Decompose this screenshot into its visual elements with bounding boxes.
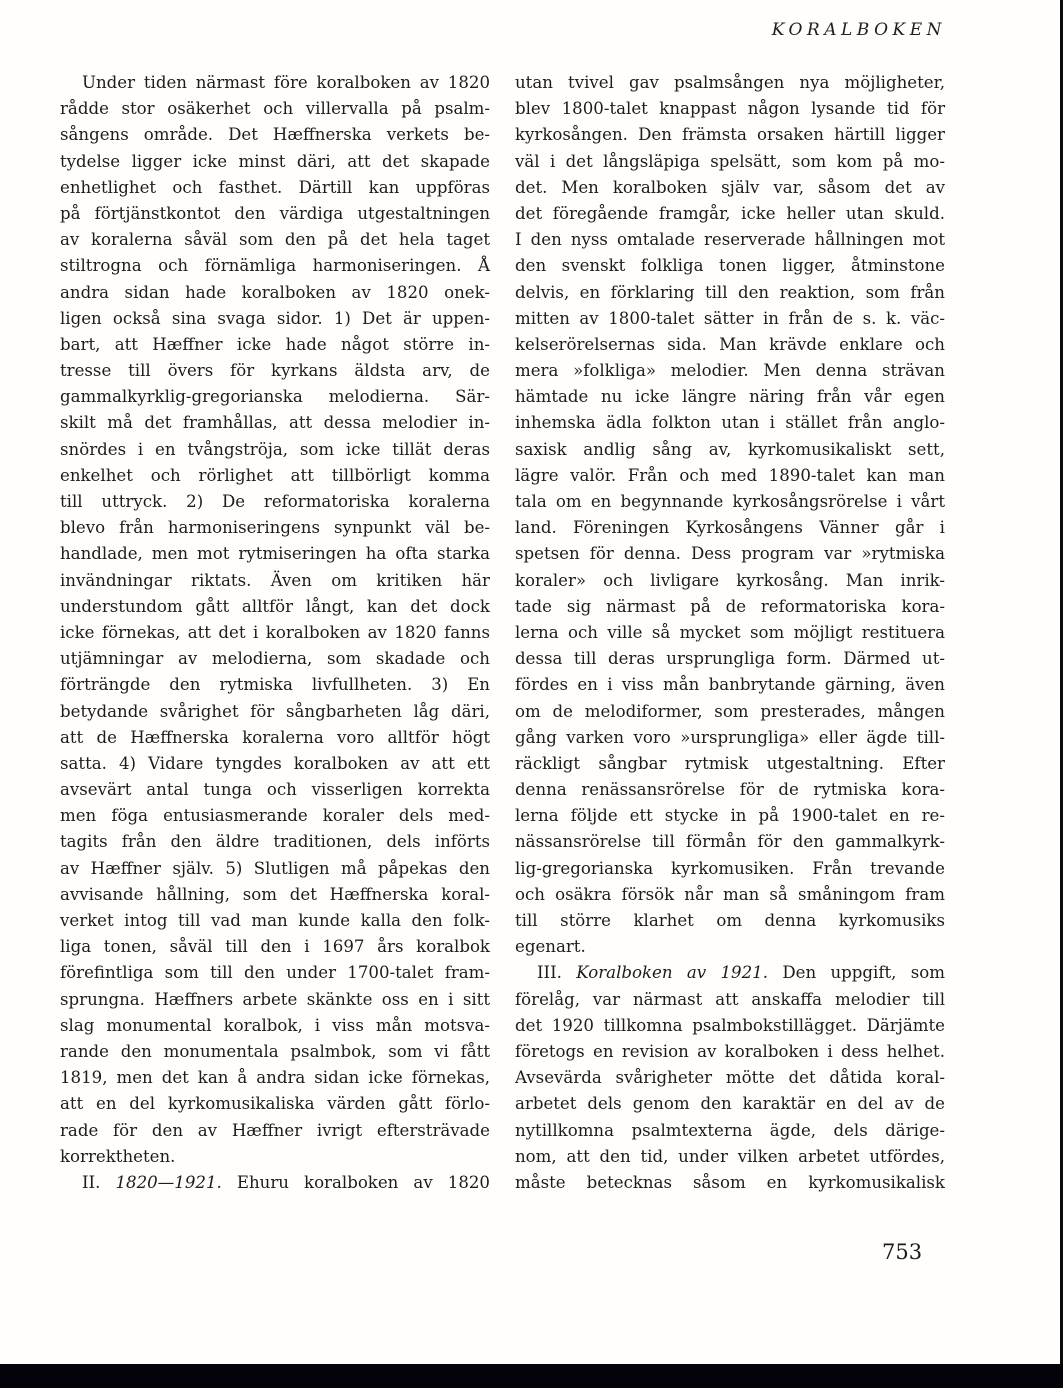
text-line: tala om en begynnande kyrkosångsrörelse i vårt — [515, 492, 945, 511]
text-line: sångens område. Det Hæffnerska verkets be- — [60, 125, 490, 145]
text-line: enkelhet och rörlighet att tillbörligt komma — [60, 465, 490, 485]
text-line: förelåg, var närmast att anskaffa melodier till — [515, 989, 945, 1009]
text-line: nom, att den tid, under vilken arbetet utfördes, — [515, 1146, 945, 1166]
text-line: bart, att Hæffner icke hade något större in- — [60, 334, 490, 354]
text-line: skilt må det framhållas, att dessa melodier in- — [60, 413, 490, 433]
text-line: spetsen för denna. Dess program var »rytmiska — [515, 544, 945, 564]
text-line: blevo från harmoniseringens synpunkt väl be- — [60, 518, 490, 538]
text-line: tydelse ligger icke minst däri, att det skapade — [60, 151, 490, 171]
text-line: rande den monumentala psalmbok, som vi fått — [60, 1041, 490, 1061]
text-line: avvisande hållning, som det Hæffnerska koral- — [60, 884, 490, 904]
text-line: avsevärt antal tunga och visserligen korrekta — [60, 780, 490, 800]
text-line: gammalkyrklig-gregorianska melodierna. Sär- — [60, 387, 490, 407]
text-line: denna renässansrörelse för de rytmiska kora- — [515, 780, 945, 800]
text-line: understundom gått alltför långt, kan det dock — [60, 596, 490, 616]
text-line: räckligt sångbar rytmisk utgestaltning. Efter — [515, 753, 945, 773]
text-line: hämtade nu icke längre näring från vår egen — [515, 387, 945, 407]
text-line: att en del kyrkomusikaliska värden gått förlo- — [60, 1094, 490, 1114]
text-line: stiltrogna och förnämliga harmoniseringen. Å — [60, 256, 490, 276]
left-column — [60, 70, 490, 1196]
text-line: lig-gregorianska kyrkomusiken. Från trevande — [515, 858, 945, 878]
text-line: till större klarhet om denna kyrkomusiks — [515, 911, 945, 930]
text-line: rådde stor osäkerhet och villervalla på psalm- — [60, 99, 490, 119]
text-line: sprungna. Hæffners arbete skänkte oss en i sitt — [60, 989, 490, 1009]
text-line: rade för den av Hæffner ivrigt eftersträvade — [60, 1120, 490, 1140]
text-line: land. Föreningen Kyrkosångens Vänner går i — [515, 518, 945, 538]
text-line: det 1920 tillkomna psalmbokstillägget. Därjämte — [515, 1015, 945, 1035]
text-line: lerna följde ett stycke in på 1900-talet en re- — [515, 806, 945, 826]
text-line: ligen också sina svaga sidor. 1) Det är uppen- — [60, 308, 490, 328]
text-line: om de melodiformer, som presterades, mången — [515, 701, 945, 721]
text-line: liga tonen, såväl till den i 1697 års koralbok — [60, 937, 490, 957]
text-line: fördes en i viss mån banbrytande gärning, även — [515, 675, 945, 695]
running-title: KORALBOKEN — [771, 20, 946, 40]
scan-edge-bottom — [0, 1364, 1063, 1388]
text-line: satta. 4) Vidare tyngdes koralboken av att ett — [60, 753, 490, 773]
right-column — [515, 70, 945, 1196]
text-line: måste betecknas såsom en kyrkomusikalisk — [515, 1172, 945, 1192]
text-line: förträngde den rytmiska livfullheten. 3) En — [60, 675, 490, 695]
text-line: utan tvivel gav psalmsången nya möjligheter, — [515, 73, 945, 92]
text-line: tagits från den äldre traditionen, dels införts — [60, 832, 490, 852]
section-title: 1820—1921. — [115, 1172, 222, 1192]
text-line: inhemska ädla folkton utan i stället från anglo- — [515, 413, 945, 433]
text-line: av koralerna såväl som den på det hela taget — [60, 230, 490, 250]
text-line: till uttryck. 2) De reformatoriska koralerna — [60, 492, 490, 511]
text-line: lägre valör. Från och med 1890-talet kan man — [515, 465, 945, 485]
text-line: lerna och ville så mycket som möjligt restituera — [515, 622, 945, 642]
text-line: på förtjänstkontot den värdiga utgestaltningen — [60, 203, 490, 223]
text-line: väl i det långsläpiga spelsätt, som kom på mo- — [515, 151, 945, 171]
section-title: Koralboken av 1921. — [576, 963, 768, 983]
text-line: delvis, en förklaring till den reaktion, som från — [515, 282, 945, 302]
text-line: invändningar riktats. Även om kritiken här — [60, 570, 490, 590]
text-line: egenart. — [515, 937, 586, 957]
text-line: nytillkomna psalmtexterna ägde, dels därige- — [515, 1120, 945, 1140]
section-text: Den uppgift, som — [782, 963, 945, 983]
section-heading-line — [60, 1170, 490, 1196]
text-line: koraler» och livligare kyrkosång. Man inrik- — [515, 570, 945, 590]
text-line: blev 1800-talet knappast någon lysande tid för — [515, 99, 945, 119]
text-line: Under tiden närmast före koralboken av 1820 — [82, 73, 490, 92]
section-text: Ehuru koralboken av 1820 — [236, 1172, 490, 1192]
text-line: slag monumental koralbok, i viss mån motsva- — [60, 1015, 490, 1035]
text-line: men föga entusiasmerande koraler dels med- — [60, 806, 490, 826]
text-line: saxisk andlig sång av, kyrkomusikaliskt sett, — [515, 439, 945, 459]
text-line: kyrkosången. Den främsta orsaken härtill ligger — [515, 125, 945, 145]
text-line: utjämningar av melodierna, som skadade och — [60, 649, 490, 669]
text-line: verket intog till vad man kunde kalla den folk- — [60, 911, 490, 930]
text-line: andra sidan hade koralboken av 1820 onek- — [60, 282, 490, 302]
text-line: nässansrörelse till förmån för den gammalkyrk- — [515, 832, 945, 852]
text-line: och osäkra försök når man så småningom fram — [515, 884, 945, 904]
text-line: betydande svårighet för sångbarheten låg däri, — [60, 701, 490, 721]
text-line: det föregående framgår, icke heller utan skuld. — [515, 203, 945, 223]
text-line: mitten av 1800-talet sätter in från de s. k. väc- — [515, 308, 945, 328]
text-line: det. Men koralboken själv var, såsom det av — [515, 177, 945, 197]
text-line: korrektheten. — [60, 1146, 176, 1166]
text-line: gång varken voro »ursprungliga» eller ägde till- — [515, 727, 945, 747]
text-line: 1819, men det kan å andra sidan icke förnekas, — [60, 1068, 490, 1088]
text-line: Avsevärda svårigheter mötte det dåtida koral- — [515, 1068, 945, 1088]
section-numeral: II. — [82, 1172, 101, 1192]
text-line: arbetet dels genom den karaktär en del av de — [515, 1094, 945, 1114]
text-line: förefintliga som till den under 1700-talet fram- — [60, 963, 490, 983]
text-line: kelserörelsernas sida. Man krävde enklare och — [515, 334, 945, 354]
text-line: företogs en revision av koralboken i dess helhet. — [515, 1041, 945, 1061]
section-numeral: III. — [537, 963, 562, 983]
text-line: handlade, men mot rytmiseringen ha ofta starka — [60, 544, 490, 564]
text-line: snördes i en tvångströja, som icke tillät deras — [60, 439, 490, 459]
text-line: icke förnekas, att det i koralboken av 1820 fanns — [60, 622, 490, 642]
text-line: enhetlighet och fasthet. Därtill kan uppföras — [60, 177, 490, 197]
text-line: I den nyss omtalade reserverade hållningen mot — [515, 230, 945, 250]
text-line: dessa till deras ursprungliga form. Därmed ut- — [515, 649, 945, 669]
text-line: tade sig närmast på de reformatoriska kora- — [515, 596, 945, 616]
section-heading-line — [515, 960, 945, 986]
text-line: den svenskt folkliga tonen ligger, åtminstone — [515, 256, 945, 276]
text-line: av Hæffner själv. 5) Slutligen må påpekas den — [60, 858, 490, 878]
text-line: mera »folkliga» melodier. Men denna strävan — [515, 361, 945, 381]
text-line: tresse till övers för kyrkans äldsta arv, de — [60, 361, 490, 381]
text-line: att de Hæffnerska koralerna voro alltför högt — [60, 727, 490, 747]
page-number: 753 — [882, 1240, 923, 1264]
